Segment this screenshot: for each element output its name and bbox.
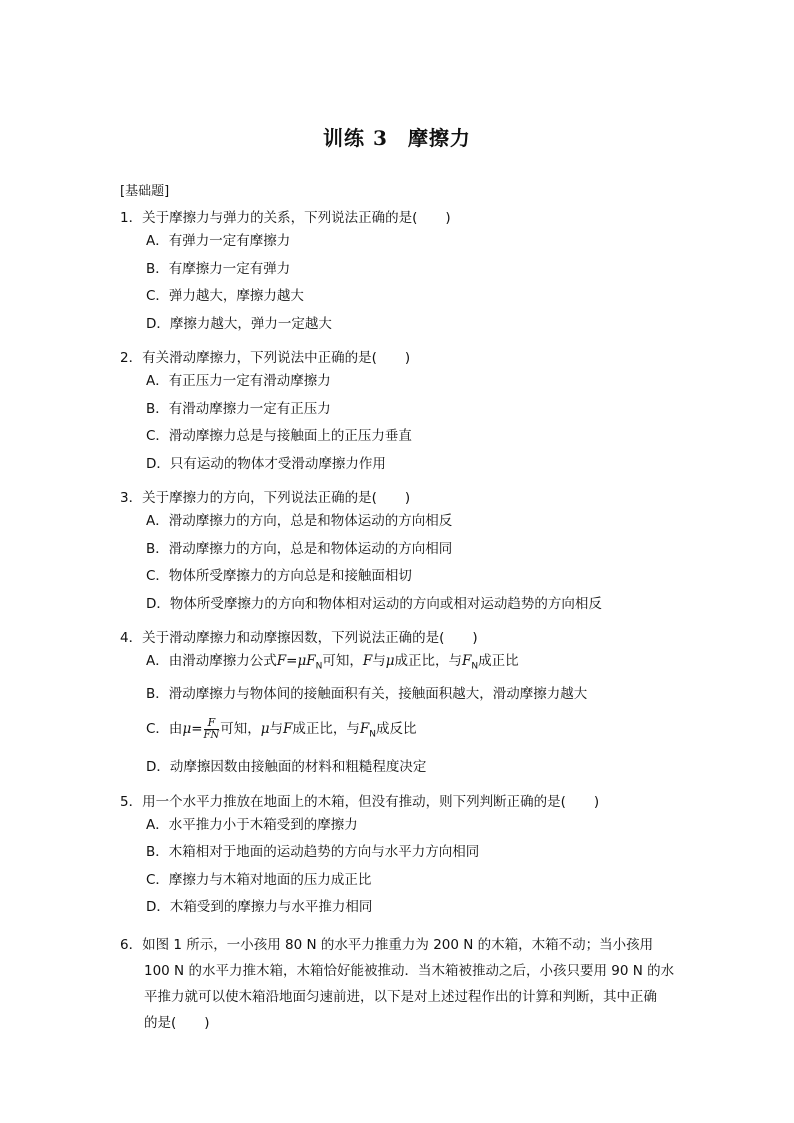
question-stem: 4．关于滑动摩擦力和动摩擦因数，下列说法正确的是( ) — [120, 630, 478, 646]
option-b: B．有摩擦力一定有弹力 — [146, 260, 291, 277]
option-c: C．物体所受摩擦力的方向总是和接触面相切 — [146, 568, 412, 584]
question-1 — [120, 208, 690, 338]
question-5 — [120, 792, 690, 922]
title-main: 训练 3 — [323, 126, 388, 150]
question-3 — [120, 488, 690, 618]
question-list — [120, 208, 690, 1046]
option-d: D．摩擦力越大，弹力一定越大 — [146, 315, 332, 332]
option-d: D．动摩擦因数由接触面的材料和粗糙程度决定 — [146, 759, 427, 776]
section-label: [基础题] — [120, 184, 170, 199]
question-stem-line: 6．如图 1 所示，一小孩用 80 N 的水平力推重力为 200 N 的木箱，木箱不动；当小孩用 — [120, 936, 654, 953]
option-b: B．有滑动摩擦力一定有正压力 — [146, 400, 331, 417]
question-stem: 3．关于摩擦力的方向，下列说法正确的是( ) — [120, 490, 411, 506]
title-topic: 摩擦力 — [407, 126, 471, 150]
question-4 — [120, 628, 690, 782]
option-a: A．有弹力一定有摩擦力 — [146, 233, 291, 249]
question-6 — [120, 932, 690, 1036]
option-b: B．木箱相对于地面的运动趋势的方向与水平力方向相同 — [146, 844, 480, 861]
option-c: C．由μ= $\frac{F}{FN}$ 可知，μ与F成正比，与$F_N$成反比 — [146, 715, 417, 741]
option-a: A．有正压力一定有滑动摩擦力 — [146, 373, 331, 389]
question-2 — [120, 348, 690, 478]
option-b: B．滑动摩擦力的方向，总是和物体运动的方向相同 — [146, 540, 453, 557]
question-stem-line: 的是( ) — [144, 1014, 210, 1031]
question-stem-line: 100 N 的水平力推木箱，木箱恰好能被推动．当木箱被推动之后，小孩只要用 90 N 的水 — [144, 962, 675, 979]
option-d: D．只有运动的物体才受滑动摩擦力作用 — [146, 455, 386, 472]
option-c: C．滑动摩擦力总是与接触面上的正压力垂直 — [146, 428, 412, 444]
formula-fraction: $\frac{F}{FN}$ — [203, 715, 220, 741]
page-title — [0, 122, 794, 151]
option-c: C．摩擦力与木箱对地面的压力成正比 — [146, 871, 372, 888]
option-a: A．由滑动摩擦力公式$F=\mu F_N$可知，F与μ成正比，与$F_N$成正比 — [146, 653, 519, 672]
option-a: A．水平推力小于木箱受到的摩擦力 — [146, 816, 358, 833]
question-stem: 1．关于摩擦力与弹力的关系，下列说法正确的是( ) — [120, 210, 451, 226]
question-stem-line: 平推力就可以使木箱沿地面匀速前进，以下是对上述过程作出的计算和判断，其中正确 — [144, 988, 657, 1005]
question-stem: 2．有关滑动摩擦力，下列说法中正确的是( ) — [120, 350, 411, 366]
option-b: B．滑动摩擦力与物体间的接触面积有关，接触面积越大，滑动摩擦力越大 — [146, 686, 588, 703]
option-d: D．木箱受到的摩擦力与水平推力相同 — [146, 899, 373, 916]
option-d: D．物体所受摩擦力的方向和物体相对运动的方向或相对运动趋势的方向相反 — [146, 595, 602, 612]
option-c: C．弹力越大，摩擦力越大 — [146, 288, 304, 304]
question-stem: 5．用一个水平力推放在地面上的木箱，但没有推动，则下列判断正确的是( ) — [120, 793, 600, 810]
option-a: A．滑动摩擦力的方向，总是和物体运动的方向相反 — [146, 513, 453, 529]
